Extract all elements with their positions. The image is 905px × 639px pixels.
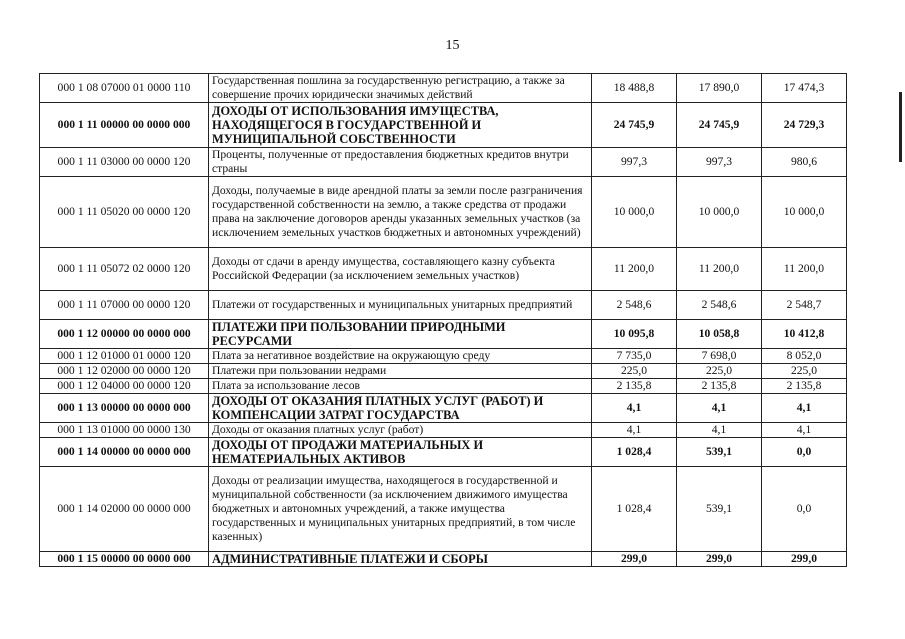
value-cell-3: 11 200,0 [762, 248, 847, 291]
budget-code-cell: 000 1 11 05072 02 0000 120 [40, 248, 209, 291]
value-cell-3: 0,0 [762, 438, 847, 467]
revenue-name-cell: ДОХОДЫ ОТ ПРОДАЖИ МАТЕРИАЛЬНЫХ И НЕМАТЕРИАЛЬНЫХ АКТИВОВ [209, 438, 592, 467]
budget-code-cell: 000 1 13 01000 00 0000 130 [40, 423, 209, 438]
table-row [40, 552, 847, 567]
table-row [40, 248, 847, 291]
table-row [40, 423, 847, 438]
value-cell-3: 10 000,0 [762, 177, 847, 248]
value-cell-3: 24 729,3 [762, 103, 847, 148]
table-row [40, 438, 847, 467]
value-cell-1: 2 548,6 [592, 291, 677, 320]
value-cell-2: 997,3 [677, 148, 762, 177]
value-cell-1: 4,1 [592, 394, 677, 423]
value-cell-3: 980,6 [762, 148, 847, 177]
edge-mark [899, 92, 902, 162]
revenue-name-cell: Доходы от сдачи в аренду имущества, составляющего казну субъекта Российской Федерации (за исключением земельных участков) [209, 248, 592, 291]
value-cell-1: 1 028,4 [592, 438, 677, 467]
value-cell-2: 7 698,0 [677, 349, 762, 364]
revenue-name-cell: Платежи при пользовании недрами [209, 364, 592, 379]
table-row [40, 103, 847, 148]
table-row [40, 349, 847, 364]
table-row [40, 379, 847, 394]
budget-code-cell: 000 1 12 04000 00 0000 120 [40, 379, 209, 394]
value-cell-1: 2 135,8 [592, 379, 677, 394]
budget-code-cell: 000 1 12 00000 00 0000 000 [40, 320, 209, 349]
revenue-name-cell: Проценты, полученные от предоставления бюджетных кредитов внутри страны [209, 148, 592, 177]
value-cell-1: 4,1 [592, 423, 677, 438]
value-cell-2: 225,0 [677, 364, 762, 379]
revenue-name-cell: ДОХОДЫ ОТ ИСПОЛЬЗОВАНИЯ ИМУЩЕСТВА, НАХОДЯЩЕГОСЯ В ГОСУДАРСТВЕННОЙ И МУНИЦИПАЛЬНОЙ СОБСТВЕННОСТИ [209, 103, 592, 148]
value-cell-2: 299,0 [677, 552, 762, 567]
value-cell-3: 2 548,7 [762, 291, 847, 320]
value-cell-1: 18 488,8 [592, 74, 677, 103]
budget-code-cell: 000 1 12 01000 01 0000 120 [40, 349, 209, 364]
revenue-name-cell: ДОХОДЫ ОТ ОКАЗАНИЯ ПЛАТНЫХ УСЛУГ (РАБОТ) И КОМПЕНСАЦИИ ЗАТРАТ ГОСУДАРСТВА [209, 394, 592, 423]
revenue-name-cell: Платежи от государственных и муниципальных унитарных предприятий [209, 291, 592, 320]
table-row [40, 394, 847, 423]
value-cell-3: 225,0 [762, 364, 847, 379]
value-cell-3: 4,1 [762, 423, 847, 438]
revenue-name-cell: Доходы, получаемые в виде арендной платы за земли после разграничения государственной собственности на землю, а также средства от продажи права на заключение договоров аренды указанных земельных участков (за исключением земельных участков бюджетных и автономных учреждений) [209, 177, 592, 248]
revenue-name-cell: Плата за негативное воздействие на окружающую среду [209, 349, 592, 364]
budget-code-cell: 000 1 11 05020 00 0000 120 [40, 177, 209, 248]
value-cell-2: 10 058,8 [677, 320, 762, 349]
value-cell-1: 11 200,0 [592, 248, 677, 291]
revenue-name-cell: Плата за использование лесов [209, 379, 592, 394]
value-cell-2: 17 890,0 [677, 74, 762, 103]
value-cell-1: 225,0 [592, 364, 677, 379]
table-row [40, 148, 847, 177]
value-cell-2: 2 135,8 [677, 379, 762, 394]
budget-code-cell: 000 1 15 00000 00 0000 000 [40, 552, 209, 567]
budget-code-cell: 000 1 14 02000 00 0000 000 [40, 467, 209, 552]
revenue-name-cell: Государственная пошлина за государственную регистрацию, а также за совершение прочих юридически значимых действий [209, 74, 592, 103]
value-cell-1: 1 028,4 [592, 467, 677, 552]
revenue-name-cell: ПЛАТЕЖИ ПРИ ПОЛЬЗОВАНИИ ПРИРОДНЫМИ РЕСУРСАМИ [209, 320, 592, 349]
value-cell-1: 7 735,0 [592, 349, 677, 364]
value-cell-3: 4,1 [762, 394, 847, 423]
budget-code-cell: 000 1 08 07000 01 0000 110 [40, 74, 209, 103]
value-cell-3: 17 474,3 [762, 74, 847, 103]
value-cell-1: 10 000,0 [592, 177, 677, 248]
budget-code-cell: 000 1 11 00000 00 0000 000 [40, 103, 209, 148]
revenue-name-cell: Доходы от реализации имущества, находящегося в государственной и муниципальной собственности (за исключением движимого имущества бюджетных и автономных учреждений, а также имущества государственных и муниципальных унитарных предприятий, в том числе казенных) [209, 467, 592, 552]
value-cell-2: 539,1 [677, 438, 762, 467]
revenue-table [39, 73, 847, 567]
value-cell-1: 10 095,8 [592, 320, 677, 349]
value-cell-3: 8 052,0 [762, 349, 847, 364]
value-cell-2: 10 000,0 [677, 177, 762, 248]
value-cell-2: 2 548,6 [677, 291, 762, 320]
value-cell-1: 299,0 [592, 552, 677, 567]
table-row [40, 364, 847, 379]
table-row [40, 467, 847, 552]
value-cell-2: 24 745,9 [677, 103, 762, 148]
value-cell-3: 0,0 [762, 467, 847, 552]
revenue-name-cell: Доходы от оказания платных услуг (работ) [209, 423, 592, 438]
value-cell-2: 4,1 [677, 423, 762, 438]
budget-code-cell: 000 1 11 03000 00 0000 120 [40, 148, 209, 177]
value-cell-2: 4,1 [677, 394, 762, 423]
budget-code-cell: 000 1 14 00000 00 0000 000 [40, 438, 209, 467]
budget-code-cell: 000 1 11 07000 00 0000 120 [40, 291, 209, 320]
budget-code-cell: 000 1 12 02000 00 0000 120 [40, 364, 209, 379]
table-row [40, 291, 847, 320]
value-cell-1: 24 745,9 [592, 103, 677, 148]
value-cell-3: 299,0 [762, 552, 847, 567]
value-cell-2: 11 200,0 [677, 248, 762, 291]
value-cell-2: 539,1 [677, 467, 762, 552]
budget-code-cell: 000 1 13 00000 00 0000 000 [40, 394, 209, 423]
value-cell-3: 2 135,8 [762, 379, 847, 394]
revenue-name-cell: АДМИНИСТРАТИВНЫЕ ПЛАТЕЖИ И СБОРЫ [209, 552, 592, 567]
table-row [40, 74, 847, 103]
table-row [40, 177, 847, 248]
value-cell-1: 997,3 [592, 148, 677, 177]
value-cell-3: 10 412,8 [762, 320, 847, 349]
page-number: 15 [445, 38, 460, 53]
table-row [40, 320, 847, 349]
